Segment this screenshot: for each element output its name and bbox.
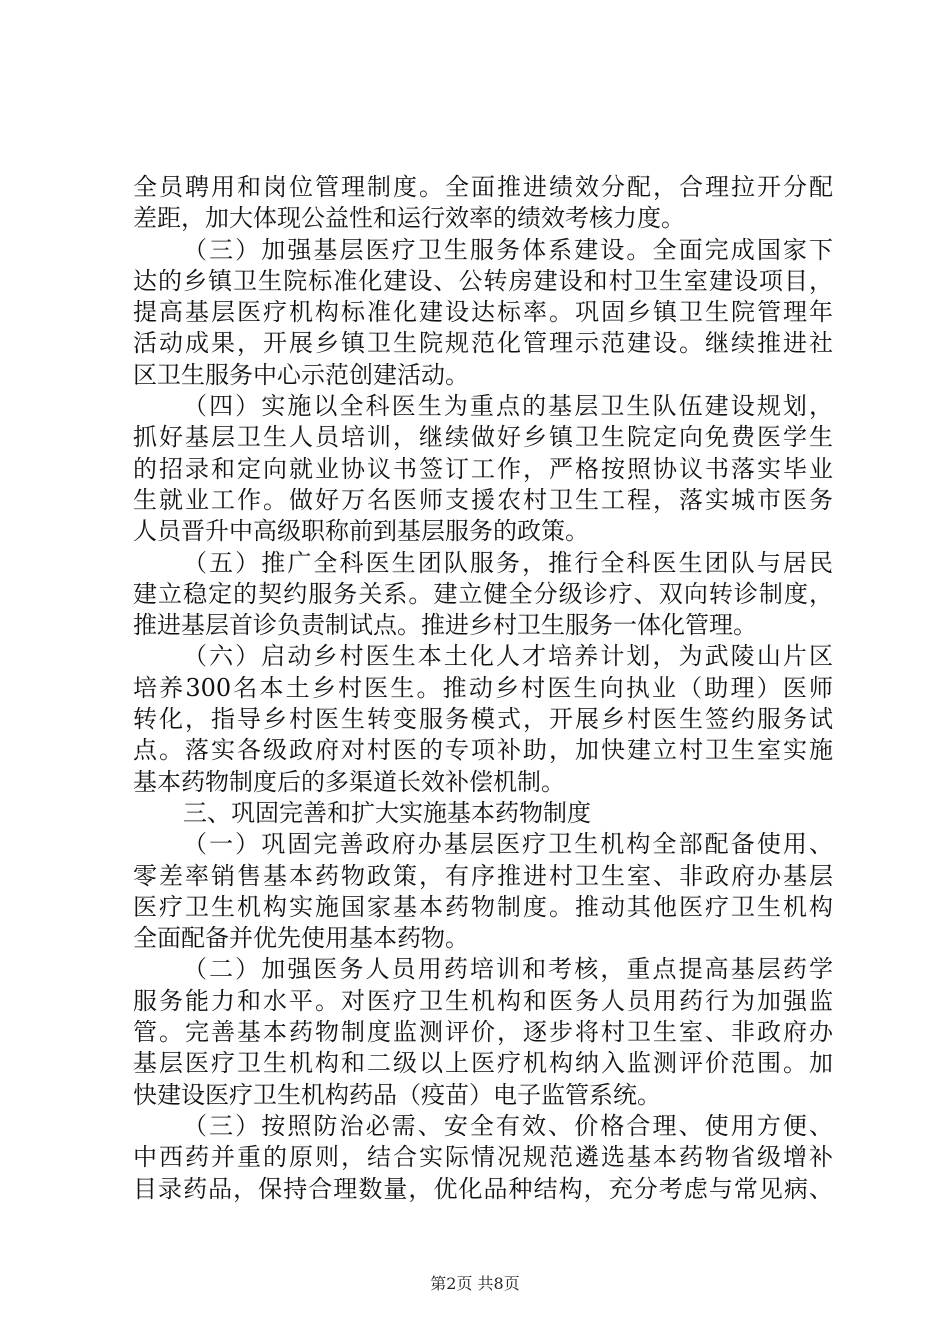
text-line: 管。完善基本药物制度监测评价，逐步将村卫生室、非政府办 [133,1018,833,1047]
text-line: 生就业工作。做好万名医师支援农村卫生工程，落实城市医务 [133,485,833,514]
text-line: 中西药并重的原则，结合实际情况规范遴选基本药物省级增补 [133,1143,833,1172]
text-line: 零差率销售基本药物政策，有序推进村卫生室、非政府办基层 [133,861,833,890]
text-line: 达的乡镇卫生院标准化建设、公转房建设和村卫生室建设项目， [133,266,833,295]
text-line: 全员聘用和岗位管理制度。全面推进绩效分配，合理拉开分配 [133,173,833,201]
text-line: 快建设医疗卫生机构药品（疫苗）电子监管系统。 [133,1080,661,1109]
text-line: 服务能力和水平。对医疗卫生机构和医务人员用药行为加强监 [133,986,833,1015]
text-line: （六）启动乡村医生本土化人才培养计划，为武陵山片区 [183,642,833,671]
text-line: 的招录和定向就业协议书签订工作，严格按照协议书落实毕业 [133,454,833,483]
text-line: 三、巩固完善和扩大实施基本药物制度 [183,798,591,827]
text-line: 提高基层医疗机构标准化建设达标率。巩固乡镇卫生院管理年 [133,298,833,327]
text-line: 全面配备并优先使用基本药物。 [133,924,469,953]
text-line: （五）推广全科医生团队服务，推行全科医生团队与居民 [183,548,833,577]
text-line: 基本药物制度后的多渠道长效补偿机制。 [133,767,565,796]
text-line: （三）加强基层医疗卫生服务体系建设。全面完成国家下 [183,235,833,264]
text-line: 差距，加大体现公益性和运行效率的绩效考核力度。 [133,204,685,233]
text-line: （二）加强医务人员用药培训和考核，重点提高基层药学 [183,955,833,984]
text-line: 转化，指导乡村医生转变服务模式，开展乡村医生签约服务试 [133,705,833,734]
text-line: 人员晋升中高级职称前到基层服务的政策。 [133,517,589,546]
document-body [133,172,833,1205]
text-line: 医疗卫生机构实施国家基本药物制度。推动其他医疗卫生机构 [133,892,833,921]
text-line: （三）按照防治必需、安全有效、价格合理、使用方便、 [183,1111,833,1140]
page-number: 第2页 共8页 [430,1274,520,1293]
text-line: 建立稳定的契约服务关系。建立健全分级诊疗、双向转诊制度， [133,579,833,608]
text-line: 基层医疗卫生机构和二级以上医疗机构纳入监测评价范围。加 [133,1049,833,1078]
text-line: 点。落实各级政府对村医的专项补助，加快建立村卫生室实施 [133,736,833,765]
text-line: 目录药品，保持合理数量，优化品种结构，充分考虑与常见病、 [133,1174,833,1203]
text-line: 抓好基层卫生人员培训，继续做好乡镇卫生院定向免费医学生 [133,423,833,452]
text-line: 推进基层首诊负责制试点。推进乡村卫生服务一体化管理。 [133,611,757,640]
text-line: （四）实施以全科医生为重点的基层卫生队伍建设规划， [183,392,833,421]
text-line: 活动成果，开展乡镇卫生院规范化管理示范建设。继续推进社 [133,329,833,358]
text-line: 培养300名本土乡村医生。推动乡村医生向执业（助理）医师 [133,673,833,702]
text-line: 区卫生服务中心示范创建活动。 [133,360,469,389]
text-line: （一）巩固完善政府办基层医疗卫生机构全部配备使用、 [183,830,833,859]
